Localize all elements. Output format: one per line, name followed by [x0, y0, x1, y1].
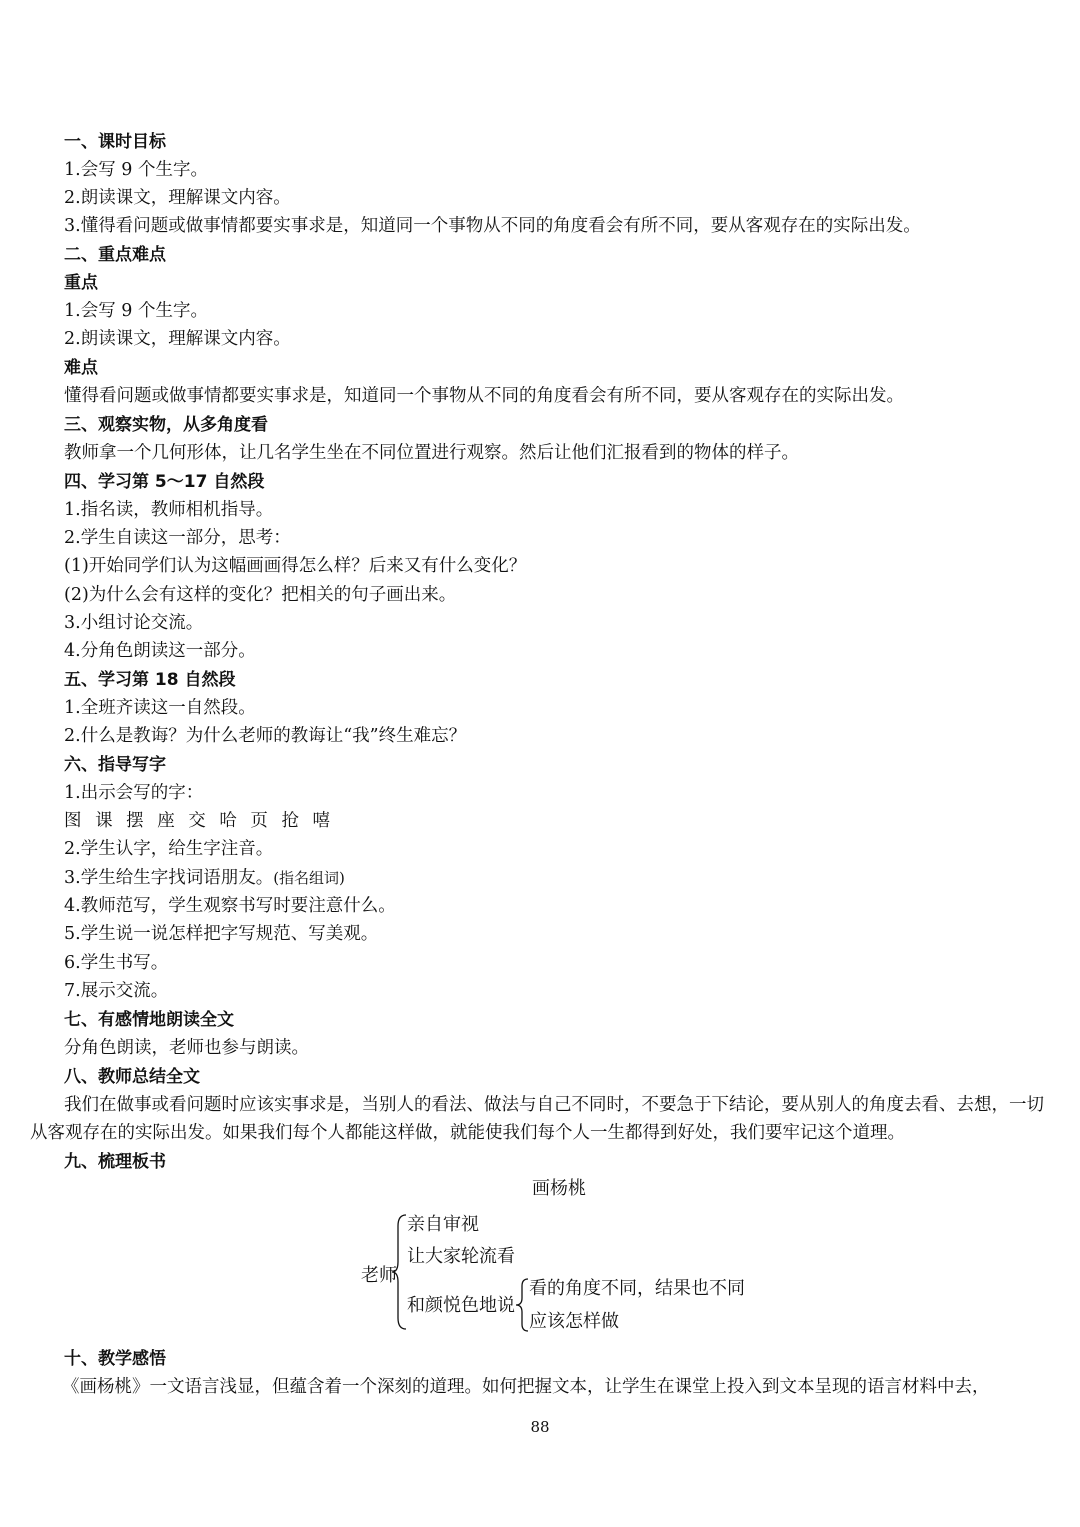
section-title-10: 十、教学感悟: [64, 1349, 166, 1369]
list-item-text: 3.学生给生字找词语朋友。: [64, 868, 274, 888]
list-item: 3.小组讨论交流。: [64, 613, 204, 633]
section-text: 《画杨桃》一文语言浅显，但蕴含着一个深刻的道理。如何把握文本，让学生在课堂上投入到文本呈现的语言材料中去，: [62, 1377, 990, 1397]
left-brace-icon: [516, 1278, 530, 1332]
subheading-difficulties: 难点: [64, 358, 98, 378]
board-branch: 亲自审视: [407, 1214, 479, 1235]
list-item: 3.懂得看问题或做事情都要实事求是，知道同一个事物从不同的角度看会有所不同，要从客观存在的实际出发。: [64, 216, 921, 236]
section-title-9: 九、梳理板书: [64, 1152, 166, 1172]
board-root: 老师: [361, 1265, 397, 1286]
section-title-8: 八、教师总结全文: [64, 1067, 200, 1087]
list-item: 1.全班齐读这一自然段。: [64, 698, 256, 718]
page-number: 88: [530, 1418, 550, 1436]
list-item: 5.学生说一说怎样把字写规范、写美观。: [64, 924, 379, 944]
board-sub-branch: 看的角度不同，结果也不同: [529, 1278, 745, 1299]
list-item: 2.朗读课文，理解课文内容。: [64, 329, 291, 349]
section-title-7: 七、有感情地朗读全文: [64, 1010, 234, 1030]
board-branch: 让大家轮流看: [407, 1246, 515, 1267]
list-item: 1.指名读，教师相机指导。: [64, 500, 274, 520]
list-item: [64, 866, 1050, 890]
list-item: 1.会写 9 个生字。: [64, 160, 208, 180]
board-sub-branch: 应该怎样做: [529, 1311, 619, 1332]
character-list: 图 课 摆 座 交 哈 页 抢 嘻: [64, 811, 335, 831]
left-brace-icon: [392, 1214, 408, 1330]
section-text: 教师拿一个几何形体，让几名学生坐在不同位置进行观察。然后让他们汇报看到的物体的样子。: [64, 443, 799, 463]
subheading-key-points: 重点: [64, 273, 98, 293]
list-item: 4.教师范写，学生观察书写时要注意什么。: [64, 896, 396, 916]
list-item: 1.出示会写的字：: [64, 783, 204, 803]
board-branch: 和颜悦色地说: [407, 1295, 515, 1316]
list-item: 2.学生自读这一部分，思考：: [64, 528, 291, 548]
section-title-1: 一、课时目标: [64, 132, 166, 152]
list-item: 2.学生认字，给生字注音。: [64, 839, 274, 859]
board-title: 画杨桃: [532, 1178, 586, 1199]
list-item-note: (指名组词): [273, 869, 345, 887]
list-item: 7.展示交流。: [64, 981, 169, 1001]
list-item: 2.什么是教诲？为什么老师的教诲让“我”终生难忘？: [64, 726, 467, 746]
section-title-2: 二、重点难点: [64, 245, 166, 265]
section-title-4: 四、学习第 5～17 自然段: [64, 472, 265, 492]
section-text: 分角色朗读，老师也参与朗读。: [64, 1038, 309, 1058]
summary-paragraph: 我们在做事或看问题时应该实事求是，当别人的看法、做法与自己不同时，不要急于下结论，要从别人的角度去看、去想，一切从客观存在的实际出发。如果我们每个人都能这样做，就能使我们每个人一生都得到好处，我们要牢记这个道理。: [30, 1095, 1044, 1143]
difficulty-text: 懂得看问题或做事情都要实事求是，知道同一个事物从不同的角度看会有所不同，要从客观存在的实际出发。: [64, 386, 904, 406]
list-item: 4.分角色朗读这一部分。: [64, 641, 256, 661]
list-item: 2.朗读课文，理解课文内容。: [64, 188, 291, 208]
section-title-3: 三、观察实物，从多角度看: [64, 415, 268, 435]
section-title-5: 五、学习第 18 自然段: [64, 670, 236, 690]
list-item: (1)开始同学们认为这幅画画得怎么样？后来又有什么变化？: [64, 556, 527, 576]
list-item: 6.学生书写。: [64, 953, 169, 973]
list-item: 1.会写 9 个生字。: [64, 301, 208, 321]
section-title-6: 六、指导写字: [64, 755, 166, 775]
list-item: (2)为什么会有这样的变化？把相关的句子画出来。: [64, 585, 457, 605]
